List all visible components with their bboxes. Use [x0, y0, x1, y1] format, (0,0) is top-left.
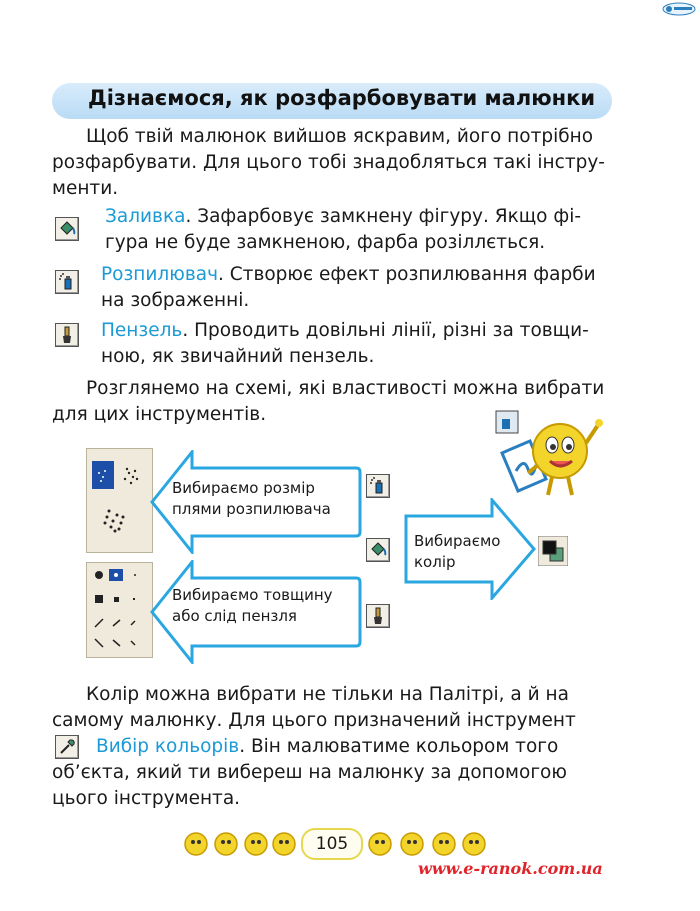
closing-line-4: об’єкта, який ти вибереш на малюнку за допомогою — [52, 762, 567, 783]
fill-tool-icon — [366, 538, 390, 562]
brush-shapes-icon — [87, 563, 152, 657]
color-picker-tool-name: Вибір кольорів — [96, 736, 240, 757]
tool-brush-name: Пензель — [101, 320, 183, 341]
tool-fill-line-2: гура не буде замкненою, фарба розіллється. — [105, 232, 546, 253]
spray-pattern-icon — [87, 449, 152, 552]
tool-brush-desc: . Проводить довільні лінії, різні за товщи- — [182, 320, 589, 341]
tool-fill-desc: . Зафарбовує замкнену фігуру. Якщо фі- — [185, 206, 582, 227]
spray-can-icon — [55, 270, 79, 294]
callout-color-line-2: колір — [414, 553, 456, 571]
scheme-intro-line-2: для цих інструментів. — [52, 404, 267, 425]
closing-line-3 — [96, 734, 558, 760]
eyedropper-icon — [55, 735, 79, 759]
intro-line-3: менти. — [52, 178, 119, 199]
color-swatch-icon — [538, 536, 568, 566]
tool-spray-line-1 — [101, 262, 596, 288]
brush-icon — [55, 323, 79, 347]
tool-spray-line-2: на зображенні. — [101, 290, 250, 311]
intro-line-2: розфарбувати. Для цього тобі знадобляться такі інстру- — [52, 152, 605, 173]
callout-color-line-1: Вибираємо — [414, 532, 501, 550]
footer-mascots-right-icon — [364, 826, 488, 860]
fill-bucket-icon — [55, 217, 79, 241]
tool-spray-name: Розпилювач — [101, 264, 218, 285]
tool-brush-line-1 — [101, 318, 589, 344]
mascot-character-icon — [494, 405, 614, 505]
publisher-logo-icon — [662, 2, 696, 16]
tool-fill-name: Заливка — [105, 206, 186, 227]
closing-line-5: цього інструмента. — [52, 788, 241, 809]
callout-size-line-2: плями розпилювача — [172, 500, 331, 518]
website-link[interactable]: www.e-ranok.com.ua — [418, 859, 603, 878]
intro-line-1: Щоб твій малюнок вийшов яскравим, його потрібно — [86, 126, 594, 147]
closing-line-2: самому малюнку. Для цього призначений інструмент — [52, 710, 576, 731]
callout-size-line-1: Вибираємо розмір — [172, 479, 315, 497]
footer-mascots-left-icon — [180, 826, 300, 860]
callout-width-line-1: Вибираємо товщину — [172, 586, 333, 604]
closing-line-3-rest: . Він малюватиме кольором того — [239, 736, 559, 757]
brush-width-panel — [86, 562, 153, 658]
tool-spray-desc: . Створює ефект розпилювання фарби — [218, 264, 596, 285]
spray-size-panel — [86, 448, 153, 553]
section-title: Дізнаємося, як розфарбовувати малюнки — [88, 86, 596, 110]
spray-tool-icon — [366, 474, 390, 498]
tool-brush-line-2: ною, як звичайний пензель. — [101, 346, 375, 367]
page-number: 105 — [301, 828, 363, 860]
scheme-intro-line-1: Розглянемо на схемі, які властивості можна вибрати — [86, 378, 605, 399]
closing-line-1: Колір можна вибрати не тільки на Палітрі, а й на — [86, 684, 569, 705]
tool-fill-line-1 — [105, 204, 581, 230]
brush-tool-icon — [366, 604, 390, 628]
callout-width-line-2: або слід пензля — [172, 607, 297, 625]
